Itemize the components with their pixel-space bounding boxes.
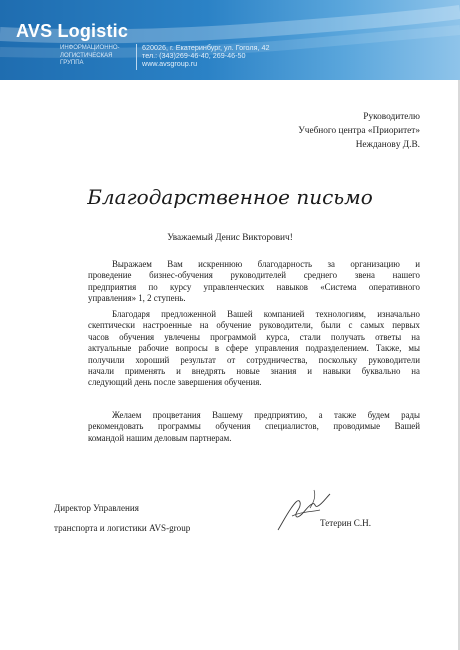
company-contacts — [142, 44, 269, 69]
paragraph-3 — [88, 410, 420, 444]
paragraph-2 — [88, 309, 420, 389]
contact-phone: тел.: (343)269-46-40, 269-46-50 — [142, 51, 246, 61]
group-label-line: ИНФОРМАЦИОННО- — [60, 45, 120, 51]
letterhead-divider — [136, 44, 137, 70]
paragraph-line: проведение бизнес-обучения руководителей среднего звена нашего — [88, 270, 420, 281]
handwritten-signature — [274, 486, 334, 536]
addressee-block — [298, 110, 420, 152]
paragraph-line: управления» 1, 2 ступень. — [88, 293, 186, 304]
addressee-line: Учебного центра «Приоритет» — [298, 126, 420, 136]
paragraph-line: Выражаем Вам искреннюю благодарность за организацию и — [112, 259, 420, 269]
paragraph-line: скептически настроенные на обучение руководители, были с самых первых — [88, 320, 420, 331]
paragraph-line: следующий день после завершения обучения. — [88, 377, 262, 388]
signatory-name: Тетерин С.Н. — [320, 518, 371, 528]
paragraph-line: начали применять и внедрять новые знания и навыки буквально на — [88, 366, 420, 377]
group-label-line: ГРУППА — [60, 60, 84, 66]
paragraph-line: Благодаря предложенной Вашей компанией технологиям, изначально — [112, 309, 420, 319]
signatory-position-line: транспорта и логистики AVS-group — [54, 523, 191, 533]
paragraph-line: командой нашим деловым партнерам. — [88, 432, 232, 443]
paragraph-line: Желаем процветания Вашему предприятию, а также будем рады — [112, 410, 420, 420]
addressee-line: Руководителю — [363, 112, 420, 122]
contact-address: 620026, г. Екатеринбург, ул. Гоголя, 42 — [142, 43, 270, 52]
paragraph-line: предприятия по курсу управленческих навыков «Система оперативного — [88, 281, 420, 292]
addressee-line: Неждановy Д.В. — [355, 140, 420, 150]
paragraph-line: получили хороший результат от сотрудничества, поскольку руководители — [88, 354, 420, 365]
paragraph-line: часов обучения увлечены программой курса, стали получать ответы на — [88, 331, 420, 342]
paragraph-1 — [88, 259, 420, 305]
signatory-position — [54, 498, 190, 538]
contact-website: www.avsgroup.ru — [142, 59, 198, 69]
paragraph-line: рекомендовать программы обучения специалистов, проводимые Вашей — [88, 421, 420, 432]
paragraph-line: актуальные рабочие вопросы в сфере управления подразделением. Также, мы — [88, 343, 420, 354]
letterhead-banner — [0, 0, 460, 80]
letter-greeting: Уважаемый Денис Викторович! — [167, 233, 293, 243]
letter-title: Благодарственное письмо — [87, 185, 373, 209]
company-logo: AVS Logistic — [16, 21, 129, 41]
group-label-line: ЛОГИСТИЧЕСКАЯ — [60, 52, 113, 59]
signatory-position-line: Директор Управления — [54, 503, 139, 513]
company-group-label — [60, 45, 130, 68]
